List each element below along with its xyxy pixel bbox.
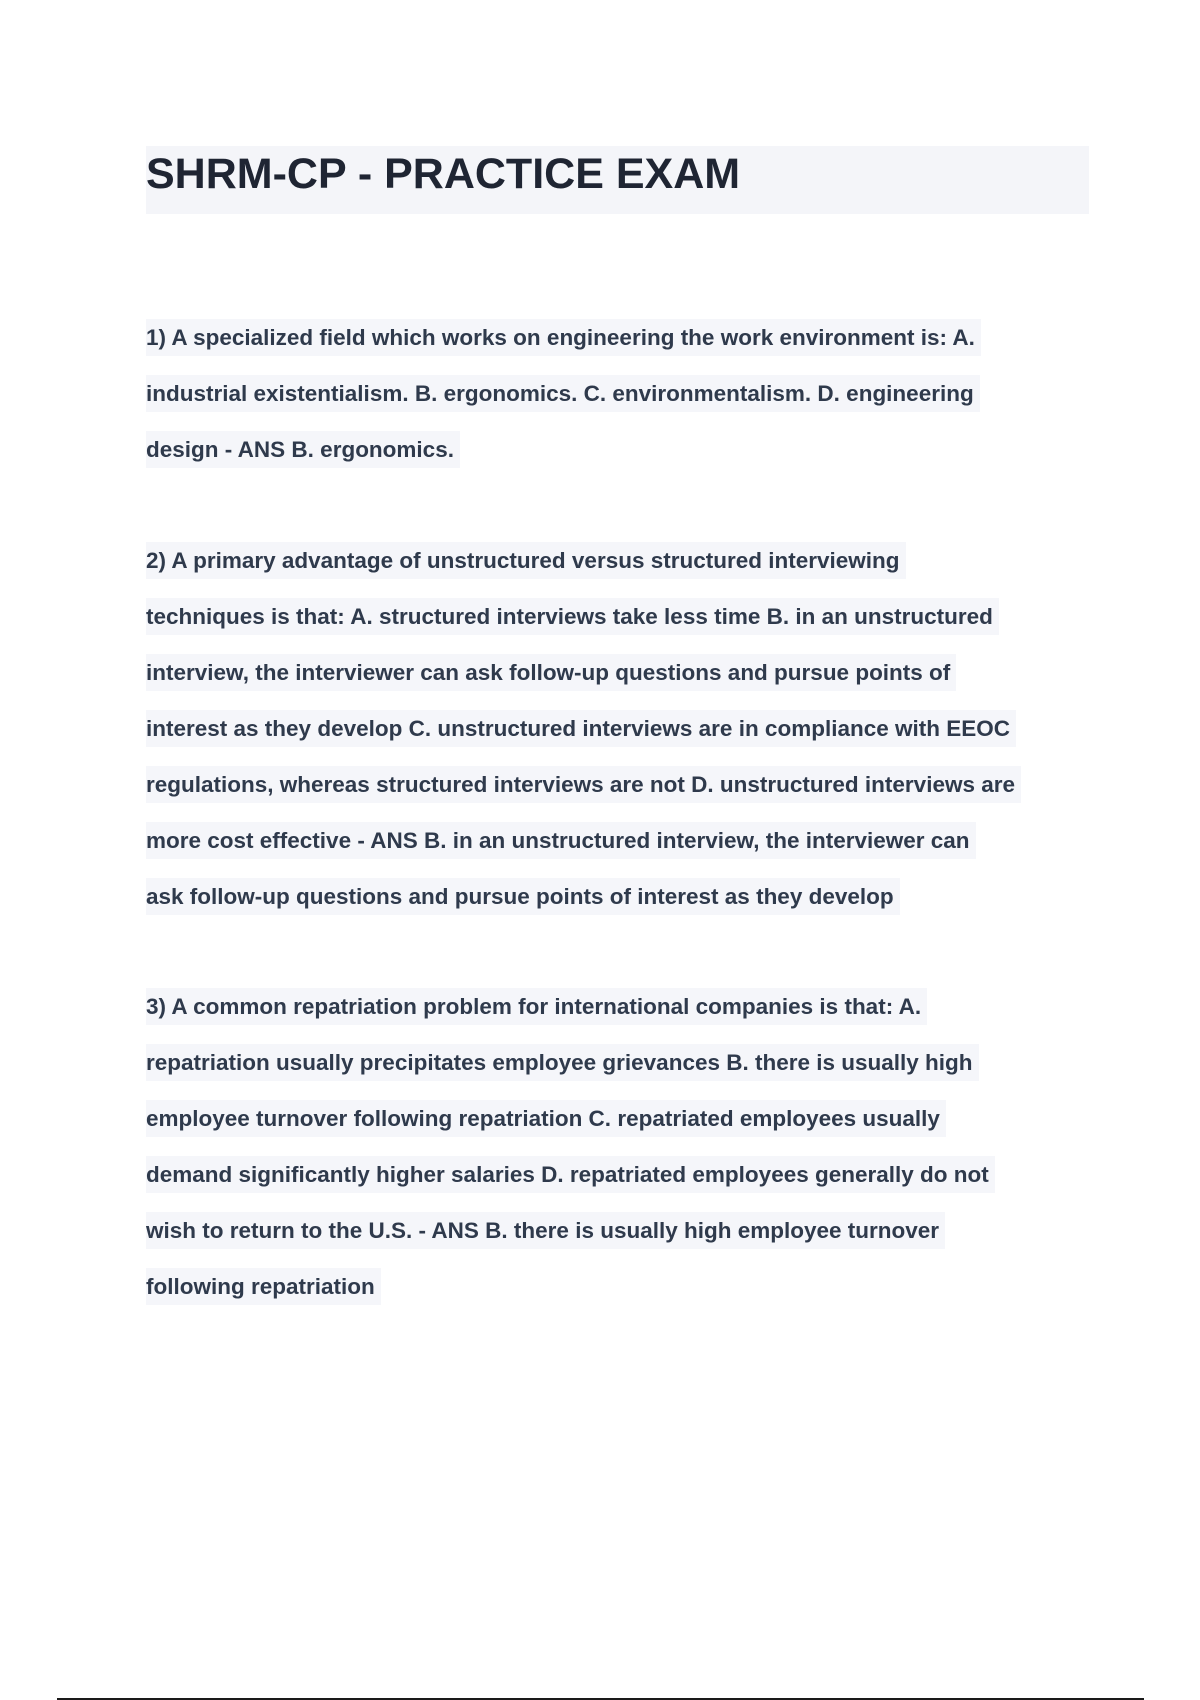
question-line: interest as they develop C. unstructured interviews are in compliance with EEOC (146, 709, 1091, 765)
question-line: 1) A specialized field which works on engineering the work environment is: A. (146, 318, 1091, 374)
question-2 (146, 541, 1091, 933)
question-1 (146, 318, 1091, 486)
title-banner (146, 146, 1089, 214)
question-line: 3) A common repatriation problem for international companies is that: A. (146, 987, 1091, 1043)
question-line: techniques is that: A. structured interviews take less time B. in an unstructured (146, 597, 1091, 653)
question-line: 2) A primary advantage of unstructured versus structured interviewing (146, 541, 1091, 597)
question-line: industrial existentialism. B. ergonomics. C. environmentalism. D. engineering (146, 374, 1091, 430)
question-line: repatriation usually precipitates employee grievances B. there is usually high (146, 1043, 1091, 1099)
question-3 (146, 987, 1091, 1323)
question-line: regulations, whereas structured interviews are not D. unstructured interviews are (146, 765, 1091, 821)
question-line: following repatriation (146, 1267, 1091, 1323)
question-line: wish to return to the U.S. - ANS B. there is usually high employee turnover (146, 1211, 1091, 1267)
question-line: interview, the interviewer can ask follow-up questions and pursue points of (146, 653, 1091, 709)
page-title: SHRM-CP - PRACTICE EXAM (146, 150, 741, 198)
question-line: employee turnover following repatriation C. repatriated employees usually (146, 1099, 1091, 1155)
question-line: demand significantly higher salaries D. repatriated employees generally do not (146, 1155, 1091, 1211)
question-line: design - ANS B. ergonomics. (146, 430, 1091, 486)
question-line: more cost effective - ANS B. in an unstructured interview, the interviewer can (146, 821, 1091, 877)
question-line: ask follow-up questions and pursue points of interest as they develop (146, 877, 1091, 933)
